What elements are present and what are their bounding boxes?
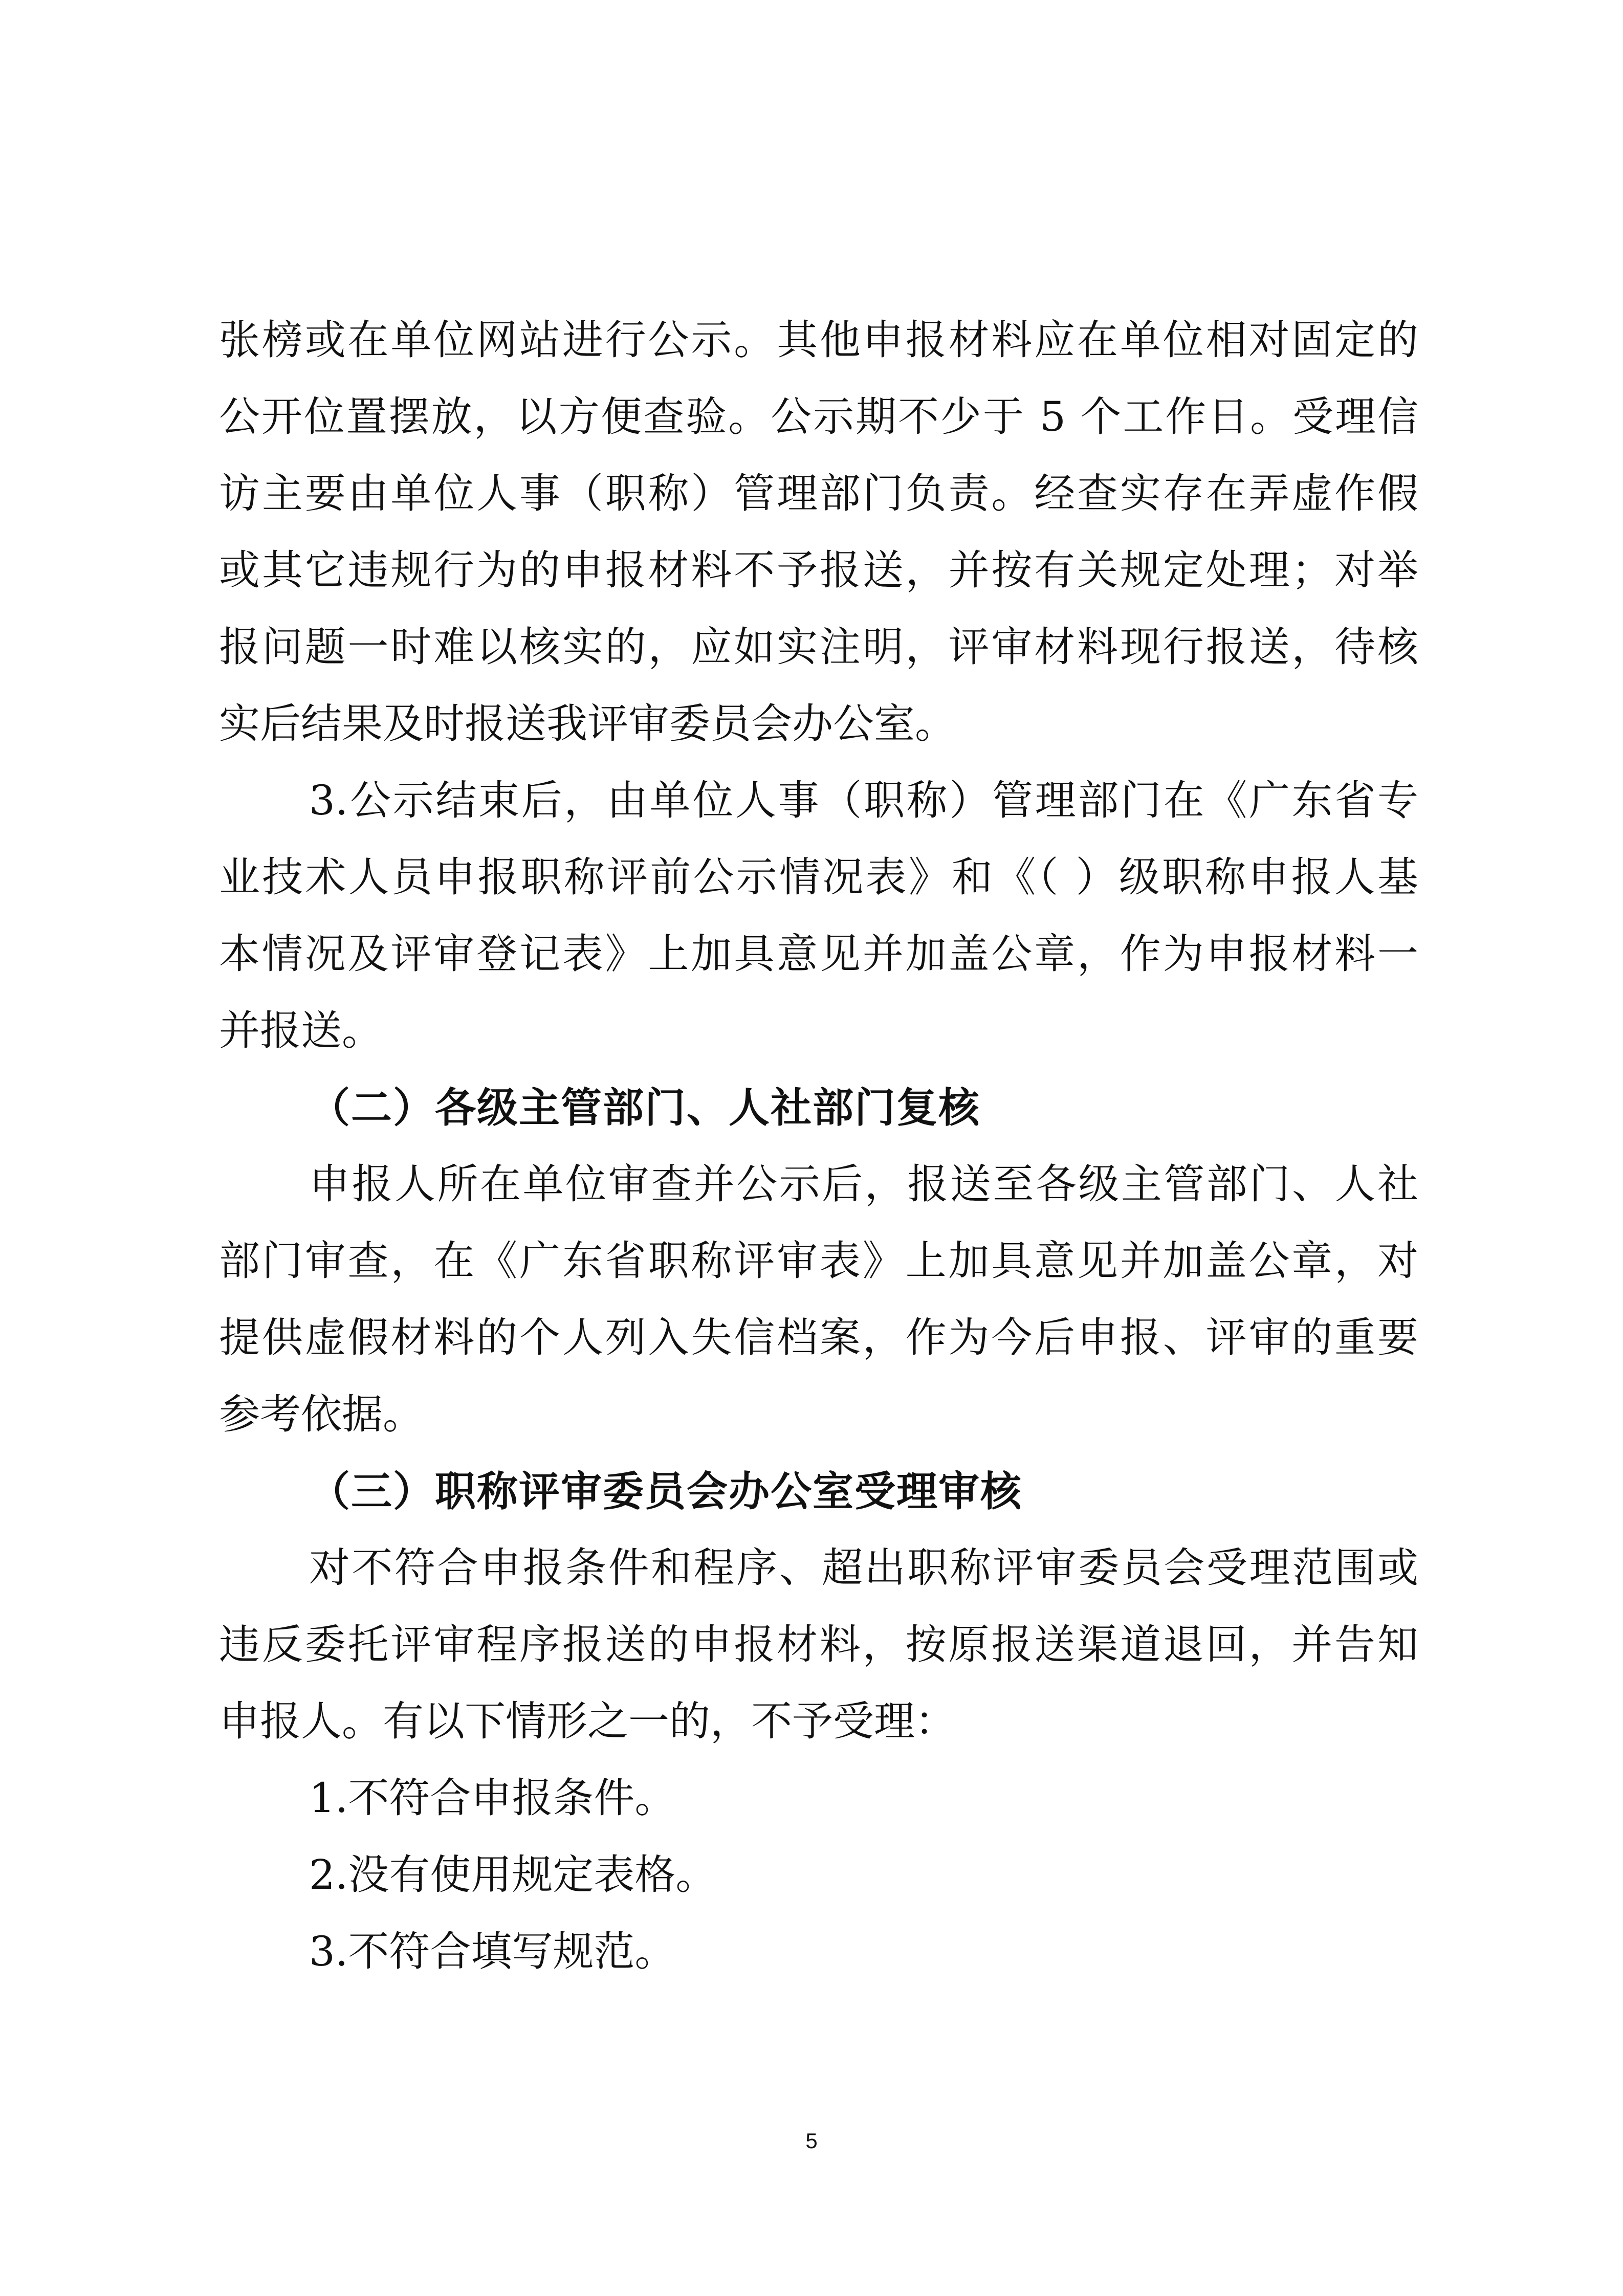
section-heading: （二）各级主管部门、人社部门复核 (309, 1084, 980, 1132)
document-body (219, 302, 1418, 1990)
section-heading: （三）职称评审委员会办公室受理审核 (309, 1467, 1022, 1515)
paragraph-line: 本情况及评审登记表》上加具意见并加盖公章，作为申报材料一 (219, 930, 1418, 978)
paragraph-line: 张榜或在单位网站进行公示。其他申报材料应在单位相对固定的 (219, 316, 1418, 364)
list-item: 1.不符合申报条件。 (309, 1774, 676, 1822)
paragraph-line: 参考依据。 (219, 1390, 424, 1438)
paragraph-line: 或其它违规行为的申报材料不予报送，并按有关规定处理；对举 (219, 546, 1418, 594)
page-number: 5 (805, 2129, 818, 2153)
paragraph-line: 对不符合申报条件和程序、超出职称评审委员会受理范围或 (309, 1544, 1418, 1592)
paragraph-line: 申报人。有以下情形之一的，不予受理： (219, 1697, 956, 1745)
paragraph-line: 报问题一时难以核实的，应如实注明，评审材料现行报送，待核 (219, 623, 1418, 671)
paragraph-line: 部门审查，在《广东省职称评审表》上加具意见并加盖公章，对 (219, 1237, 1418, 1285)
paragraph-line: 业技术人员申报职称评前公示情况表》和《（ ）级职称申报人基 (219, 853, 1418, 901)
paragraph-line: 公开位置摆放，以方便查验。公示期不少于 5 个工作日。受理信 (219, 393, 1418, 440)
paragraph-line: 并报送。 (219, 1007, 383, 1054)
list-item: 3.不符合填写规范。 (309, 1928, 676, 1975)
paragraph-line: 实后结果及时报送我评审委员会办公室。 (219, 700, 956, 747)
paragraph-line: 违反委托评审程序报送的申报材料，按原报送渠道退回，并告知 (219, 1621, 1418, 1668)
paragraph-line: 提供虚假材料的个人列入失信档案，作为今后申报、评审的重要 (219, 1314, 1418, 1361)
paragraph-line: 3.公示结束后，由单位人事（职称）管理部门在《广东省专 (309, 777, 1418, 824)
paragraph-line: 访主要由单位人事（职称）管理部门负责。经查实存在弄虚作假 (219, 470, 1418, 517)
list-item: 2.没有使用规定表格。 (309, 1851, 717, 1898)
paragraph-line: 申报人所在单位审查并公示后，报送至各级主管部门、人社 (309, 1160, 1418, 1208)
